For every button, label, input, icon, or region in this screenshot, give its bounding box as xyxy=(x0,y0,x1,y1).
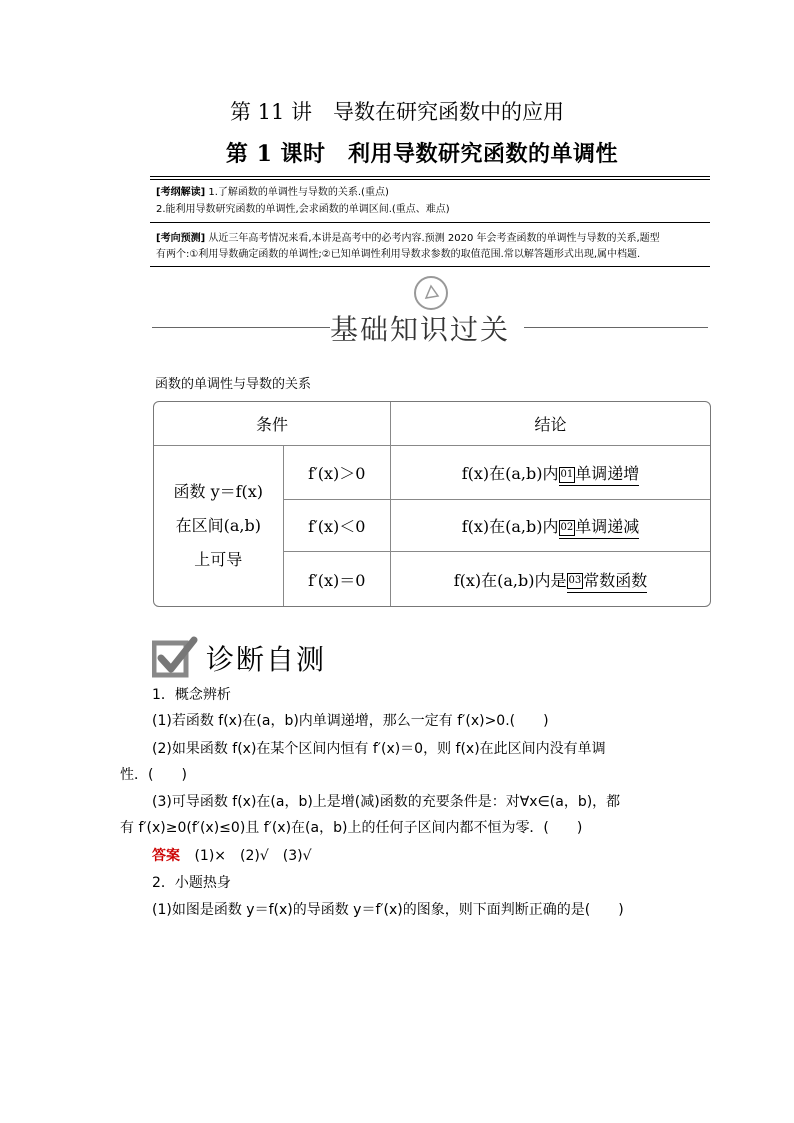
forecast-block xyxy=(156,232,716,246)
blank-number: 01 xyxy=(559,467,576,483)
q2-item1: (1)如图是函数 y＝f(x)的导函数 y＝f′(x)的图象，则下面判断正确的是( ) xyxy=(152,902,624,918)
condition-line3: 上可导 xyxy=(194,550,243,569)
bell-icon xyxy=(414,276,448,310)
monotonicity-table xyxy=(153,401,711,607)
table-header-row xyxy=(154,402,710,446)
blank-number: 02 xyxy=(559,520,576,536)
answer-text: 单调递增 xyxy=(575,464,640,483)
lesson-title: 第 1 课时 利用导数研究函数的单调性 xyxy=(225,141,619,167)
diagnosis-title: 诊断自测 xyxy=(206,643,327,676)
section-title: 函数的单调性与导数的关系 xyxy=(155,377,312,392)
q1-item1: (1)若函数 f(x)在(a，b)内单调递增，那么一定有 f′(x)>0.( ) xyxy=(152,713,549,729)
header-conclusion: 结论 xyxy=(391,402,710,446)
forecast-line2: 有两个:①利用导数确定函数的单调性;②已知单调性利用导数求参数的取值范围.常以解答题形式出现,属中档题. xyxy=(156,249,641,260)
conclusion-prefix: f(x)在(a,b)内 xyxy=(461,517,559,536)
conclusion-cell xyxy=(391,446,710,500)
top-rule-thin xyxy=(150,179,710,180)
top-rule xyxy=(150,176,710,177)
q1-item3-cont: 有 f′(x)≥0(f′(x)≤0)且 f′(x)在(a，b)上的任何子区间内都不恒为零．( ) xyxy=(120,820,583,836)
q1-item2: (2)如果函数 f(x)在某个区间内恒有 f′(x)＝0，则 f(x)在此区间内没有单调 xyxy=(152,741,606,757)
q1-item3: (3)可导函数 f(x)在(a，b)上是增(减)函数的充要条件是：对∀x∈(a，b)，都 xyxy=(152,794,621,810)
q2-heading: 2．小题热身 xyxy=(152,875,231,891)
banner-line-left xyxy=(152,327,330,328)
forecast-tag: [考向预测] xyxy=(156,233,206,244)
syllabus-block xyxy=(156,186,716,200)
syllabus-tag: [考纲解读] xyxy=(156,187,206,198)
syllabus-line2: 2.能利用导数研究函数的单调性,会求函数的单调区间.(重点、难点) xyxy=(156,204,450,215)
q1-answer xyxy=(152,845,312,865)
conclusion-prefix: f(x)在(a,b)内是 xyxy=(453,570,567,590)
condition-line1: 函数 y＝f(x) xyxy=(173,482,264,501)
header-condition: 条件 xyxy=(154,402,391,446)
derivative-cell: f′(x)＝0 xyxy=(284,552,391,606)
answer-text: (1)× (2)√ (3)√ xyxy=(194,848,312,864)
answer-blank xyxy=(559,517,640,539)
conclusion-cell xyxy=(391,500,710,552)
checkmark-icon xyxy=(152,636,198,678)
mid-rule xyxy=(150,222,710,223)
answer-tag: 答案 xyxy=(152,848,180,864)
derivative-cell: f′(x)＞0 xyxy=(284,446,391,500)
conclusion-cell xyxy=(391,552,710,606)
syllabus-line1: 1.了解函数的单调性与导数的关系.(重点) xyxy=(208,187,389,198)
table-row xyxy=(154,446,710,500)
q1-item2-cont: 性．( ) xyxy=(120,767,187,783)
answer-text: 常数函数 xyxy=(583,570,648,590)
answer-text: 单调递减 xyxy=(575,517,640,536)
conclusion-prefix: f(x)在(a,b)内 xyxy=(461,464,559,483)
forecast-rule xyxy=(150,266,710,267)
condition-cell xyxy=(154,446,284,606)
blank-number: 03 xyxy=(567,573,584,589)
forecast-line1: 从近三年高考情况来看,本讲是高考中的必考内容.预测 2020 年会考查函数的单调性与导数的关系,题型 xyxy=(208,233,660,244)
answer-blank xyxy=(559,464,640,486)
lecture-title: 第 11 讲 导数在研究函数中的应用 xyxy=(229,100,565,124)
banner-line-right xyxy=(524,327,708,328)
banner-title: 基础知识过关 xyxy=(330,313,511,346)
answer-blank xyxy=(567,571,648,593)
derivative-cell: f′(x)＜0 xyxy=(284,500,391,552)
q1-heading: 1．概念辨析 xyxy=(152,687,231,703)
condition-line2: 在区间(a,b) xyxy=(175,516,261,535)
